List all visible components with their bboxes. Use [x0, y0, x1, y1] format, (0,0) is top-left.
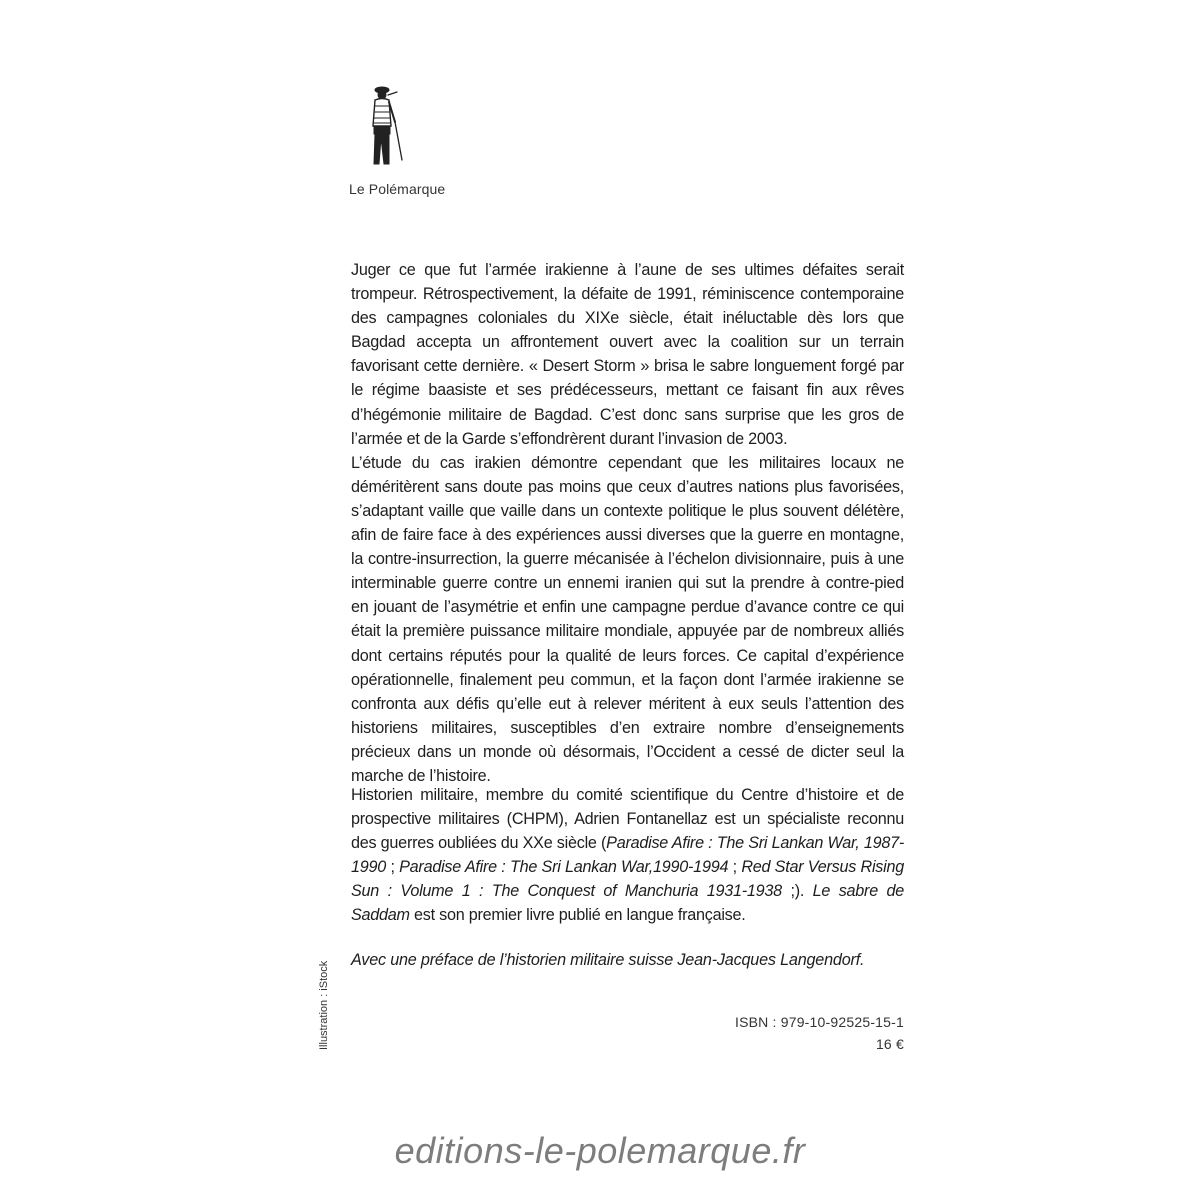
- bio-book-title: Le sabre de Saddam: [351, 882, 904, 925]
- isbn-block: [735, 1011, 904, 1055]
- bio-text: est son premier livre publié en langue française.: [409, 906, 746, 925]
- back-cover-summary: [351, 258, 904, 788]
- bio-book-title: Paradise Afire : The Sri Lankan War,1990-1994: [399, 858, 729, 877]
- publisher-name: Le Polémarque: [349, 181, 446, 197]
- soldier-figure-icon: [362, 82, 410, 174]
- summary-paragraph: Juger ce que fut l’armée irakienne à l’aune de ses ultimes défaites serait trompeur. Rétrospectivement, la défaite de 1991, réminiscence contemporaine des campagnes coloniales du XIXe siècle, était inéluctable dès lors que Bagdad accepta un affrontement ouvert avec la coalition sur un terrain favorisant cette dernière. « Desert Storm » brisa le sabre longuement forgé par le régime baasiste et ses prédécesseurs, mettant ce faisant fin aux rêves d’hégémonie militaire de Bagdad. C’est donc sans surprise que les gros de l’armée et de la Garde s’effondrèrent durant l’invasion de 2003.: [351, 261, 904, 448]
- price: 16 €: [875, 1036, 904, 1052]
- illustration-credit: Illustration : iStock: [318, 960, 330, 1050]
- author-bio: [351, 783, 904, 928]
- isbn-number: ISBN : 979-10-92525-15-1: [734, 1014, 904, 1030]
- bio-text: ;).: [781, 882, 813, 901]
- summary-paragraph: L’étude du cas irakien démontre cependant que les militaires locaux ne déméritèrent sans doute pas moins que ceux d’autres nations plus favorisées, s’adaptant vaille que vaille dans un contexte politique le plus souvent délétère, afin de faire face à des expériences aussi diverses que la guerre en montagne, la contre-insurrection, la guerre mécanisée à l’échelon divisionnaire, puis à une interminable guerre contre un ennemi iranien qui sut la prendre à contre-pied en jouant de l’asymétrie et enfin une campagne perdue d’avance contre ce qui était la première puissance militaire mondiale, appuyée par de nombreux alliés dont certains réputés pour la qualité de leurs forces. Ce capital d’expérience opérationnelle, finalement peu commun, et la façon dont l’armée irakienne se confronta aux défis qu’elle eut à relever méritent à eux seuls l’attention des historiens militaires, susceptibles d’en extraire nombre d’enseignements précieux dans un monde où désormais, l’Occident a cessé de dicter seul la marche de l’histoire.: [351, 453, 904, 785]
- bio-separator: ;: [728, 858, 742, 877]
- website-watermark: editions-le-polemarque.fr: [394, 1130, 806, 1171]
- bio-separator: ;: [386, 858, 400, 877]
- bio-book-title: Paradise Afire : The Sri Lankan War, 1987-1990: [351, 834, 904, 877]
- bio-text: Historien militaire, membre du comité scientifique du Centre d’histoire et de prospective militaires (CHPM), Adrien Fontanellaz est un spécialiste reconnu des guerres oubliées du XXe siècle (: [351, 786, 904, 853]
- bio-book-title: Red Star Versus Rising Sun : Volume 1 : The Conquest of Manchuria 1931-1938: [351, 858, 904, 901]
- preface-note: Avec une préface de l’historien militaire suisse Jean-Jacques Langendorf.: [351, 951, 865, 969]
